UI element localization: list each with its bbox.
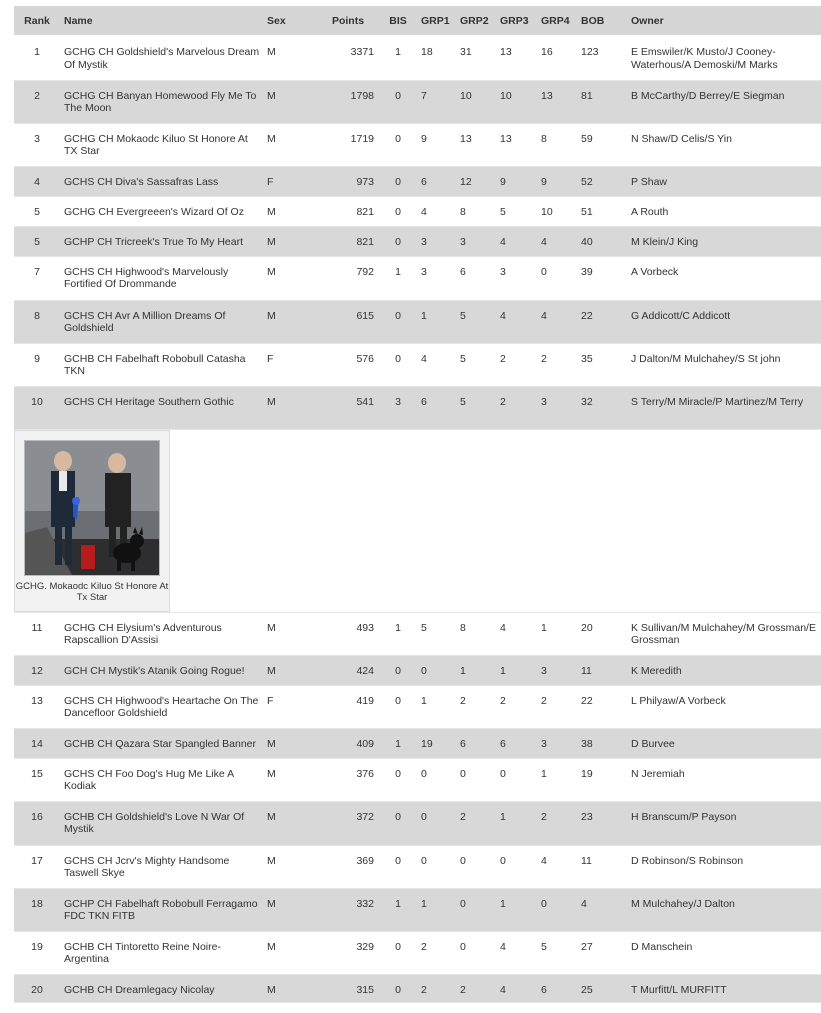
cell-grp3: 4 [496,300,537,343]
cell-grp3: 5 [496,196,537,226]
points-value: 821 [356,205,374,218]
cell-owner: D Manschein [627,931,821,974]
cell-bob: 27 [577,931,627,974]
col-header-grp4: GRP4 [537,6,577,36]
cell-grp1: 1 [417,888,456,931]
cell-bob: 123 [577,36,627,80]
cell-grp1: 18 [417,36,456,80]
cell-grp1: 6 [417,386,456,429]
cell-grp4: 8 [537,123,577,166]
cell-sex: M [263,300,317,343]
col-header-bob: BOB [577,6,627,36]
cell-owner: D Burvee [627,728,821,758]
photo-cell [14,429,821,612]
cell-sex: M [263,196,317,226]
cell-bob: 40 [577,226,627,256]
cell-grp2: 5 [456,343,496,386]
cell-name: GCHB CH Dreamlegacy Nicolay [60,974,263,1002]
cell-bob: 32 [577,386,627,429]
cell-owner: K Meredith [627,655,821,685]
cell-grp4: 1 [537,612,577,655]
cell-grp2: 5 [456,300,496,343]
rankings-body-bottom [14,612,821,1002]
cell-rank: 8 [14,300,60,343]
cell-sex: M [263,728,317,758]
points-value: 3371 [350,46,374,58]
cell-points [317,931,379,974]
cell-bob: 22 [577,685,627,728]
cell-grp3: 4 [496,931,537,974]
cell-grp2: 0 [456,758,496,801]
cell-rank: 9 [14,343,60,386]
table-row [14,758,821,801]
cell-bob: 39 [577,256,627,300]
cell-grp1: 2 [417,974,456,1002]
cell-bis: 0 [379,758,417,801]
rankings-body-top [14,36,821,429]
cell-sex: M [263,888,317,931]
cell-rank: 1 [14,36,60,80]
table-row [14,256,821,300]
cell-bis: 3 [379,386,417,429]
cell-name: GCH CH Mystik's Atanik Going Rogue! [60,655,263,685]
points-value: 329 [356,940,374,953]
cell-grp1: 0 [417,655,456,685]
points-value: 1798 [350,89,374,102]
col-header-points: Points [317,6,379,36]
points-value: 615 [356,309,374,322]
points-value: 821 [356,235,374,248]
cell-grp3: 9 [496,166,537,196]
table-row [14,845,821,888]
cell-bob: 11 [577,655,627,685]
cell-points [317,888,379,931]
cell-owner: H Branscum/P Payson [627,801,821,845]
cell-grp4: 13 [537,80,577,123]
cell-grp4: 2 [537,343,577,386]
cell-grp2: 3 [456,226,496,256]
col-header-bis: BIS [379,6,417,36]
cell-sex: M [263,974,317,1002]
cell-rank: 5 [14,196,60,226]
cell-grp4: 4 [537,226,577,256]
cell-grp2: 31 [456,36,496,80]
table-row [14,655,821,685]
table-row [14,300,821,343]
cell-points [317,343,379,386]
cell-owner: G Addicott/C Addicott [627,300,821,343]
cell-bob: 22 [577,300,627,343]
cell-grp2: 6 [456,728,496,758]
cell-sex: M [263,612,317,655]
cell-rank: 20 [14,974,60,1002]
cell-bis: 1 [379,36,417,80]
cell-grp4: 6 [537,974,577,1002]
photo-row [14,429,821,612]
cell-sex: M [263,80,317,123]
cell-name: GCHS CH Jcrv's Mighty Handsome Taswell Skye [60,845,263,888]
cell-grp1: 2 [417,931,456,974]
cell-grp4: 4 [537,300,577,343]
cell-rank: 18 [14,888,60,931]
cell-points [317,612,379,655]
cell-rank: 13 [14,685,60,728]
table-row [14,801,821,845]
table-row [14,386,821,429]
cell-rank: 16 [14,801,60,845]
cell-rank: 10 [14,386,60,429]
cell-grp4: 9 [537,166,577,196]
cell-rank: 7 [14,256,60,300]
cell-name: GCHG CH Evergreeen's Wizard Of Oz [60,196,263,226]
cell-grp3: 4 [496,612,537,655]
cell-grp1: 4 [417,343,456,386]
cell-grp4: 3 [537,386,577,429]
cell-points [317,974,379,1002]
points-value: 493 [356,621,374,634]
cell-grp3: 10 [496,80,537,123]
cell-grp2: 2 [456,974,496,1002]
cell-owner: T Murfitt/L MURFITT [627,974,821,1002]
cell-sex: M [263,123,317,166]
cell-owner: B McCarthy/D Berrey/E Siegman [627,80,821,123]
cell-grp2: 8 [456,196,496,226]
cell-grp4: 0 [537,256,577,300]
cell-rank: 12 [14,655,60,685]
cell-grp2: 0 [456,888,496,931]
photo-card[interactable] [14,430,170,612]
cell-grp3: 1 [496,655,537,685]
cell-points [317,226,379,256]
cell-sex: M [263,801,317,845]
cell-grp2: 2 [456,685,496,728]
cell-bis: 0 [379,685,417,728]
photo-section [14,429,821,612]
cell-sex: F [263,685,317,728]
cell-grp1: 0 [417,801,456,845]
cell-bis: 1 [379,256,417,300]
cell-sex: M [263,931,317,974]
table-row [14,685,821,728]
cell-name: GCHP CH Fabelhaft Robobull Ferragamo FDC TKN FITB [60,888,263,931]
cell-grp2: 8 [456,612,496,655]
cell-grp1: 9 [417,123,456,166]
cell-name: GCHG CH Banyan Homewood Fly Me To The Moon [60,80,263,123]
points-value: 332 [356,897,374,910]
table-row [14,226,821,256]
cell-grp1: 19 [417,728,456,758]
cell-bis: 1 [379,888,417,931]
cell-grp2: 13 [456,123,496,166]
cell-bob: 11 [577,845,627,888]
cell-bis: 0 [379,845,417,888]
cell-points [317,655,379,685]
cell-grp1: 4 [417,196,456,226]
cell-bob: 23 [577,801,627,845]
cell-rank: 5 [14,226,60,256]
cell-grp3: 4 [496,226,537,256]
cell-grp1: 1 [417,685,456,728]
cell-name: GCHB CH Goldshield's Love N War Of Mystik [60,801,263,845]
cell-grp4: 10 [537,196,577,226]
cell-sex: M [263,655,317,685]
cell-sex: M [263,386,317,429]
cell-bob: 52 [577,166,627,196]
cell-owner: L Philyaw/A Vorbeck [627,685,821,728]
cell-points [317,728,379,758]
cell-grp3: 1 [496,801,537,845]
cell-name: GCHS CH Foo Dog's Hug Me Like A Kodiak [60,758,263,801]
cell-grp3: 3 [496,256,537,300]
cell-grp1: 3 [417,226,456,256]
cell-name: GCHS CH Highwood's Marvelously Fortified Of Drommande [60,256,263,300]
col-header-grp2: GRP2 [456,6,496,36]
cell-grp1: 5 [417,612,456,655]
cell-grp2: 1 [456,655,496,685]
cell-rank: 2 [14,80,60,123]
cell-rank: 17 [14,845,60,888]
cell-grp3: 1 [496,888,537,931]
cell-grp1: 0 [417,758,456,801]
cell-grp2: 5 [456,386,496,429]
cell-grp4: 4 [537,845,577,888]
cell-owner: K Sullivan/M Mulchahey/M Grossman/E Grossman [627,612,821,655]
cell-bob: 59 [577,123,627,166]
col-header-grp1: GRP1 [417,6,456,36]
cell-grp2: 10 [456,80,496,123]
cell-bis: 0 [379,931,417,974]
cell-grp1: 7 [417,80,456,123]
cell-grp3: 4 [496,974,537,1002]
cell-owner: P Shaw [627,166,821,196]
table-row [14,974,821,1002]
cell-grp4: 0 [537,888,577,931]
cell-bis: 0 [379,123,417,166]
col-header-sex: Sex [263,6,317,36]
cell-name: GCHB CH Qazara Star Spangled Banner [60,728,263,758]
cell-rank: 14 [14,728,60,758]
table-row [14,888,821,931]
cell-rank: 15 [14,758,60,801]
cell-name: GCHG CH Goldshield's Marvelous Dream Of Mystik [60,36,263,80]
points-value: 576 [356,352,374,365]
cell-bis: 1 [379,612,417,655]
cell-grp3: 13 [496,36,537,80]
cell-name: GCHP CH Tricreek's True To My Heart [60,226,263,256]
cell-grp4: 2 [537,801,577,845]
cell-grp4: 5 [537,931,577,974]
cell-bis: 0 [379,974,417,1002]
cell-grp2: 12 [456,166,496,196]
cell-bob: 25 [577,974,627,1002]
table-row [14,612,821,655]
col-header-rank: Rank [14,6,60,36]
cell-grp3: 13 [496,123,537,166]
cell-points [317,801,379,845]
cell-bob: 4 [577,888,627,931]
points-value: 372 [356,810,374,823]
points-value: 792 [356,265,374,278]
col-header-grp3: GRP3 [496,6,537,36]
cell-name: GCHG CH Elysium's Adventurous Rapscallion D'Assisi [60,612,263,655]
cell-sex: F [263,343,317,386]
cell-grp1: 3 [417,256,456,300]
cell-points [317,685,379,728]
rankings-table [14,6,821,1003]
points-value: 315 [356,983,374,996]
cell-owner: J Dalton/M Mulchahey/S St john [627,343,821,386]
cell-points [317,845,379,888]
table-header [14,6,821,36]
rankings-table-container [14,6,821,1003]
points-value: 1719 [350,132,374,145]
cell-name: GCHB CH Tintoretto Reine Noire-Argentina [60,931,263,974]
cell-grp1: 1 [417,300,456,343]
cell-bis: 0 [379,226,417,256]
cell-grp3: 2 [496,685,537,728]
points-value: 376 [356,767,374,780]
cell-sex: F [263,166,317,196]
cell-grp3: 0 [496,845,537,888]
points-value: 369 [356,854,374,867]
col-header-name: Name [60,6,263,36]
cell-bis: 0 [379,300,417,343]
cell-grp3: 2 [496,386,537,429]
cell-owner: A Routh [627,196,821,226]
points-value: 424 [356,664,374,677]
cell-owner: D Robinson/S Robinson [627,845,821,888]
cell-points [317,256,379,300]
cell-owner: N Shaw/D Celis/S Yin [627,123,821,166]
points-value: 541 [356,395,374,408]
cell-bis: 1 [379,728,417,758]
cell-points [317,80,379,123]
cell-points [317,166,379,196]
table-row [14,343,821,386]
cell-bob: 19 [577,758,627,801]
cell-rank: 3 [14,123,60,166]
table-row [14,80,821,123]
cell-bob: 35 [577,343,627,386]
cell-points [317,36,379,80]
cell-grp2: 0 [456,931,496,974]
cell-owner: A Vorbeck [627,256,821,300]
cell-grp4: 2 [537,685,577,728]
cell-sex: M [263,36,317,80]
cell-grp4: 3 [537,655,577,685]
cell-owner: S Terry/M Miracle/P Martinez/M Terry [627,386,821,429]
cell-points [317,123,379,166]
cell-rank: 4 [14,166,60,196]
cell-bob: 81 [577,80,627,123]
points-value: 409 [356,737,374,750]
cell-grp4: 3 [537,728,577,758]
cell-owner: N Jeremiah [627,758,821,801]
cell-owner: E Emswiler/K Musto/J Cooney-Waterhous/A Demoski/M Marks [627,36,821,80]
cell-grp4: 16 [537,36,577,80]
cell-bis: 0 [379,655,417,685]
cell-points [317,196,379,226]
cell-name: GCHS CH Heritage Southern Gothic [60,386,263,429]
table-row [14,166,821,196]
col-header-owner: Owner [627,6,821,36]
photo-caption: GCHG. Mokaodc Kiluo St Honore At Tx Star [15,580,169,603]
cell-sex: M [263,226,317,256]
cell-bis: 0 [379,343,417,386]
cell-sex: M [263,256,317,300]
cell-points [317,300,379,343]
table-row [14,123,821,166]
cell-bob: 51 [577,196,627,226]
cell-grp1: 0 [417,845,456,888]
cell-bob: 20 [577,612,627,655]
points-value: 973 [356,175,374,188]
cell-grp3: 2 [496,343,537,386]
cell-points [317,386,379,429]
cell-grp3: 6 [496,728,537,758]
cell-name: GCHS CH Highwood's Heartache On The Dancefloor Goldshield [60,685,263,728]
cell-sex: M [263,845,317,888]
cell-grp1: 6 [417,166,456,196]
cell-bis: 0 [379,80,417,123]
dog-show-photo-icon[interactable] [24,440,160,576]
cell-grp4: 1 [537,758,577,801]
cell-grp2: 0 [456,845,496,888]
cell-bob: 38 [577,728,627,758]
cell-sex: M [263,758,317,801]
cell-grp2: 2 [456,801,496,845]
cell-bis: 0 [379,166,417,196]
cell-name: GCHB CH Fabelhaft Robobull Catasha TKN [60,343,263,386]
table-row [14,728,821,758]
cell-points [317,758,379,801]
cell-name: GCHG CH Mokaodc Kiluo St Honore At TX Star [60,123,263,166]
cell-owner: M Klein/J King [627,226,821,256]
cell-grp3: 0 [496,758,537,801]
cell-owner: M Mulchahey/J Dalton [627,888,821,931]
cell-rank: 11 [14,612,60,655]
table-row [14,931,821,974]
table-row [14,196,821,226]
cell-name: GCHS CH Avr A Million Dreams Of Goldshield [60,300,263,343]
cell-grp2: 6 [456,256,496,300]
cell-bis: 0 [379,196,417,226]
cell-name: GCHS CH Diva's Sassafras Lass [60,166,263,196]
table-row [14,36,821,80]
cell-rank: 19 [14,931,60,974]
points-value: 419 [356,694,374,707]
cell-bis: 0 [379,801,417,845]
